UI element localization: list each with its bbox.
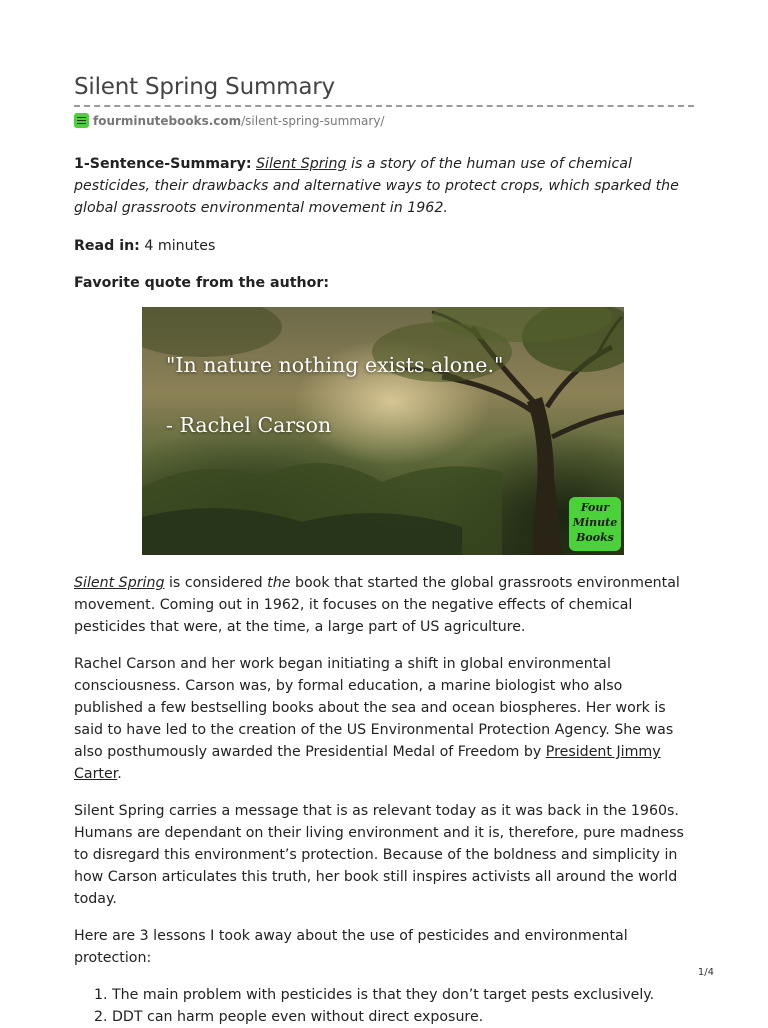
paragraph-4: Here are 3 lessons I took away about the use of pesticides and environmental protection:	[74, 928, 628, 966]
quote-author: - Rachel Carson	[166, 413, 332, 437]
favorite-quote-heading: Favorite quote from the author:	[74, 275, 330, 291]
paragraph-2: Rachel Carson and her work began initiating a shift in global environmental consciousness. Carson was, by formal education, a marine biologist who also published a few bestselling books about the sea and ocean biospheres. Her work is said to have led to the creation of the US Environmental Protection Agency. She was also posthumously awarded the Presidential Medal of Freedom by President Jimmy Carter.	[74, 656, 674, 782]
paragraph-3: Silent Spring carries a message that is as relevant today as it was back in the 1960s. Humans are dependant on their living environment and it is, therefore, pure madness to disregard this environment’s protection. Because of the boldness and simplicity in how Carson articulates this truth, her book still inspires activists all around the world today.	[74, 803, 684, 907]
title-divider	[74, 105, 694, 107]
lessons-list	[74, 984, 694, 1028]
book-link[interactable]: Silent Spring	[74, 575, 165, 591]
list-item: 1. The main problem with pesticides is that they don’t target pests exclusively.	[112, 984, 694, 1006]
quote-image	[142, 307, 624, 555]
summary-label: 1-Sentence-Summary:	[74, 156, 252, 172]
list-item: 2. DDT can harm people even without direct exposure.	[112, 1006, 694, 1028]
document-page	[74, 72, 694, 1025]
source-domain[interactable]: fourminutebooks.com	[93, 113, 242, 128]
read-in-label: Read in:	[74, 238, 140, 254]
source-path[interactable]: /silent-spring-summary/	[241, 113, 385, 128]
one-sentence-summary	[74, 153, 694, 219]
paragraph-1: Silent Spring is considered the book that started the global grassroots environmental movement. Coming out in 1962, it focuses on the negative effects of chemical pesticides that were, at the time, a large part of US agriculture.	[74, 575, 680, 635]
summary-book-link[interactable]: Silent Spring	[256, 156, 347, 172]
article-body	[74, 572, 694, 1028]
site-favicon-icon	[74, 113, 89, 128]
four-minute-books-logo: Four Minute Books	[569, 497, 621, 551]
read-in-value: 4 minutes	[139, 238, 216, 254]
quote-text: "In nature nothing exists alone."	[166, 353, 504, 377]
summary-text: is a story of the human use of chemical pesticides, their drawbacks and alternative ways to protect crops, which sparked the global grassroots environmental movement in 1962.	[74, 156, 679, 216]
source-line	[74, 113, 694, 128]
jimmy-carter-link[interactable]: President Jimmy Carter	[74, 744, 661, 782]
page-number: 1/4	[697, 967, 714, 978]
page-title: Silent Spring Summary	[74, 74, 335, 100]
read-in-line	[74, 235, 694, 257]
